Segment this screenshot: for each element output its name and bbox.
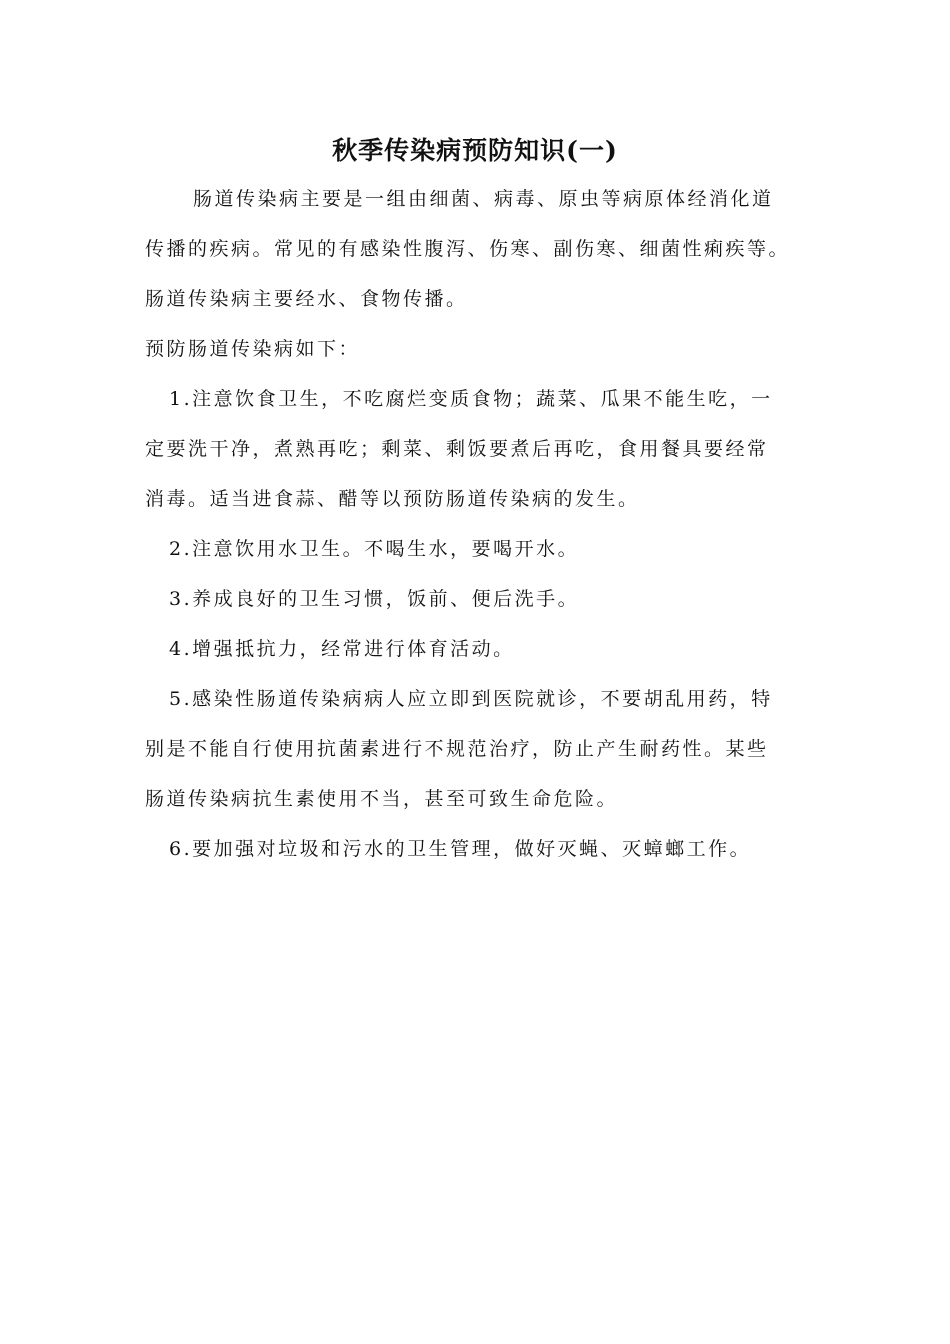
list-item-line: 3.养成良好的卫生习惯，饭前、便后洗手。 xyxy=(169,588,580,610)
list-item-line: 4.增强抵抗力，经常进行体育活动。 xyxy=(169,638,515,660)
list-item-line: 2.注意饮用水卫生。不喝生水，要喝开水。 xyxy=(169,538,580,560)
paragraph-line: 传播的疾病。常见的有感染性腹泻、伤寒、副伤寒、细菌性痢疾等。 xyxy=(145,238,791,260)
section-heading: 预防肠道传染病如下： xyxy=(145,338,361,360)
document-body xyxy=(145,181,810,881)
list-item-line: 1.注意饮食卫生，不吃腐烂变质食物；蔬菜、瓜果不能生吃，一 xyxy=(169,388,773,410)
list-item-line: 定要洗干净，煮熟再吃；剩菜、剩饭要煮后再吃，食用餐具要经常 xyxy=(145,438,769,460)
document-title: 秋季传染病预防知识(一) xyxy=(332,136,618,165)
paragraph-line: 肠道传染病主要经水、食物传播。 xyxy=(145,288,468,310)
list-item-line: 消毒。适当进食蒜、醋等以预防肠道传染病的发生。 xyxy=(145,488,640,510)
list-item-line: 别是不能自行使用抗菌素进行不规范治疗，防止产生耐药性。某些 xyxy=(145,738,769,760)
list-item-line: 5.感染性肠道传染病病人应立即到医院就诊，不要胡乱用药，特 xyxy=(169,688,773,710)
list-item-line: 肠道传染病抗生素使用不当，甚至可致生命危险。 xyxy=(145,788,619,810)
paragraph-line: 肠道传染病主要是一组由细菌、病毒、原虫等病原体经消化道 xyxy=(193,188,774,210)
list-item-line: 6.要加强对垃圾和污水的卫生管理，做好灭蝇、灭蟑螂工作。 xyxy=(169,838,752,860)
